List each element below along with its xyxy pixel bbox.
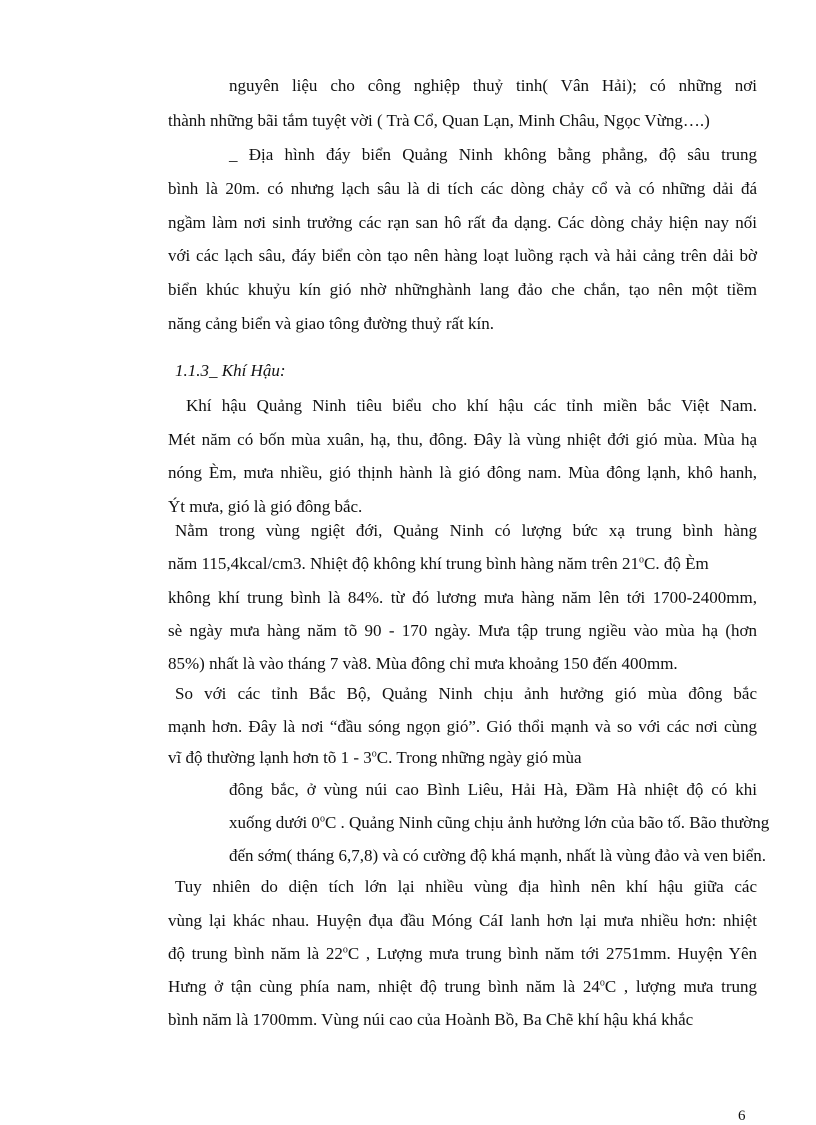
- text-run: Hưng ở tận cùng phía nam, nhiệt độ trung bình năm là 24: [168, 977, 600, 996]
- text-line: bình năm là 1700mm. Vùng núi cao của Hoành Bồ, Ba Chẽ khí hậu khá khắc: [168, 1010, 694, 1029]
- text-line: _ Địa hình đáy biển Quảng Ninh không bằng phẳng, độ sâu trung: [229, 145, 757, 164]
- text-run: C , lượng mưa trung: [604, 977, 757, 996]
- section-heading: 1.1.3_ Khí Hậu:: [175, 361, 286, 380]
- text-line: ngầm làm nơi sinh trưởng các rạn san hô rất đa dạng. Các dòng chảy hiện nay nối: [168, 213, 757, 232]
- text-line: [168, 943, 757, 965]
- text-line: đông bắc, ở vùng núi cao Bình Liêu, Hải Hà, Đầm Hà nhiệt độ có khi: [229, 780, 757, 799]
- text-run: C . Quảng Ninh cũng chịu ảnh hưởng lớn của bão tố. Bão thường: [324, 813, 770, 832]
- text-line: Nằm trong vùng ngiệt đới, Quảng Ninh có lượng bức xạ trung bình hàng: [175, 521, 757, 540]
- text-line: [229, 812, 770, 834]
- degree-sign: o: [371, 748, 377, 760]
- text-run: C. Trong những ngày gió mùa: [376, 748, 582, 767]
- text-run: vĩ độ thường lạnh hơn tõ 1 - 3: [168, 748, 372, 767]
- text-line: Ýt mưa, gió là gió đông bắc.: [168, 497, 363, 516]
- text-line: không khí trung bình là 84%. từ đó lương mưa hàng năm lên tới 1700-2400mm,: [168, 588, 757, 607]
- text-run: độ trung bình năm là 22: [168, 944, 343, 963]
- text-line: sè ngày mưa hàng năm tõ 90 - 170 ngày. Mưa tập trung ngiều vào mùa hạ (hơn: [168, 621, 757, 640]
- text-line: thành những bãi tắm tuyệt vời ( Trà Cổ, Quan Lạn, Minh Châu, Ngọc Vừng….): [168, 111, 710, 130]
- text-line: 85%) nhất là vào tháng 7 và8. Mùa đông chỉ mưa khoảng 150 đến 400mm.: [168, 654, 678, 673]
- text-line: mạnh hơn. Đây là nơi “đầu sóng ngọn gió”. Gió thổi mạnh và so với các nơi cùng: [168, 717, 757, 736]
- text-line: biển khúc khuỷu kín gió nhờ nhữnghành lang đảo che chắn, tạo nên một tiềm: [168, 280, 757, 299]
- text-line: vùng lại khác nhau. Huyện đụa đầu Móng CáI lanh hơn lại mưa nhiều hơn: nhiệt: [168, 911, 757, 930]
- text-line: bình là 20m. có nhưng lạch sâu là di tích các dòng chảy cổ và có những dải đá: [168, 179, 757, 198]
- text-line: So với các tỉnh Bắc Bộ, Quảng Ninh chịu ảnh hưởng gió mùa đông bắc: [175, 684, 757, 703]
- text-run: năm 115,4kcal/cm3. Nhiệt độ không khí trung bình hàng năm trên 21: [168, 554, 640, 573]
- page-number: 6: [738, 1108, 746, 1124]
- text-line: [168, 747, 582, 769]
- text-line: Tuy nhiên do diện tích lớn lại nhiều vùng địa hình nên khí hậu giữa các: [175, 877, 757, 896]
- text-run: C , Lượng mưa trung bình năm tới 2751mm. Huyện Yên: [347, 944, 757, 963]
- text-line: nóng Èm, mưa nhiều, gió thịnh hành là gió đông nam. Mùa đông lạnh, khô hanh,: [168, 463, 757, 482]
- degree-sign: o: [319, 813, 325, 825]
- degree-sign: o: [599, 977, 605, 989]
- degree-sign: o: [639, 554, 645, 566]
- text-line: nguyên liệu cho công nghiệp thuỷ tinh( Vân Hải); có những nơi: [229, 76, 757, 95]
- text-line: năng cảng biển và giao tông đường thuỷ rất kín.: [168, 314, 495, 333]
- text-run: xuống dưới 0: [229, 813, 320, 832]
- text-line: Mét năm có bốn mùa xuân, hạ, thu, đông. Đây là vùng nhiệt đới gió mùa. Mùa hạ: [168, 430, 757, 449]
- degree-sign: o: [342, 944, 348, 956]
- text-line: [168, 976, 757, 998]
- text-run: C. độ Èm: [644, 554, 709, 573]
- text-line: [168, 553, 709, 575]
- text-line: Khí hậu Quảng Ninh tiêu biểu cho khí hậu các tỉnh miền bắc Việt Nam.: [186, 396, 757, 415]
- text-line: với các lạch sâu, đáy biển còn tạo nên hàng loạt luồng rạch và hải cảng trên dải bờ: [168, 246, 757, 265]
- text-line: đến sớm( tháng 6,7,8) và có cường độ khá mạnh, nhất là vùng đảo và ven biển.: [229, 846, 767, 865]
